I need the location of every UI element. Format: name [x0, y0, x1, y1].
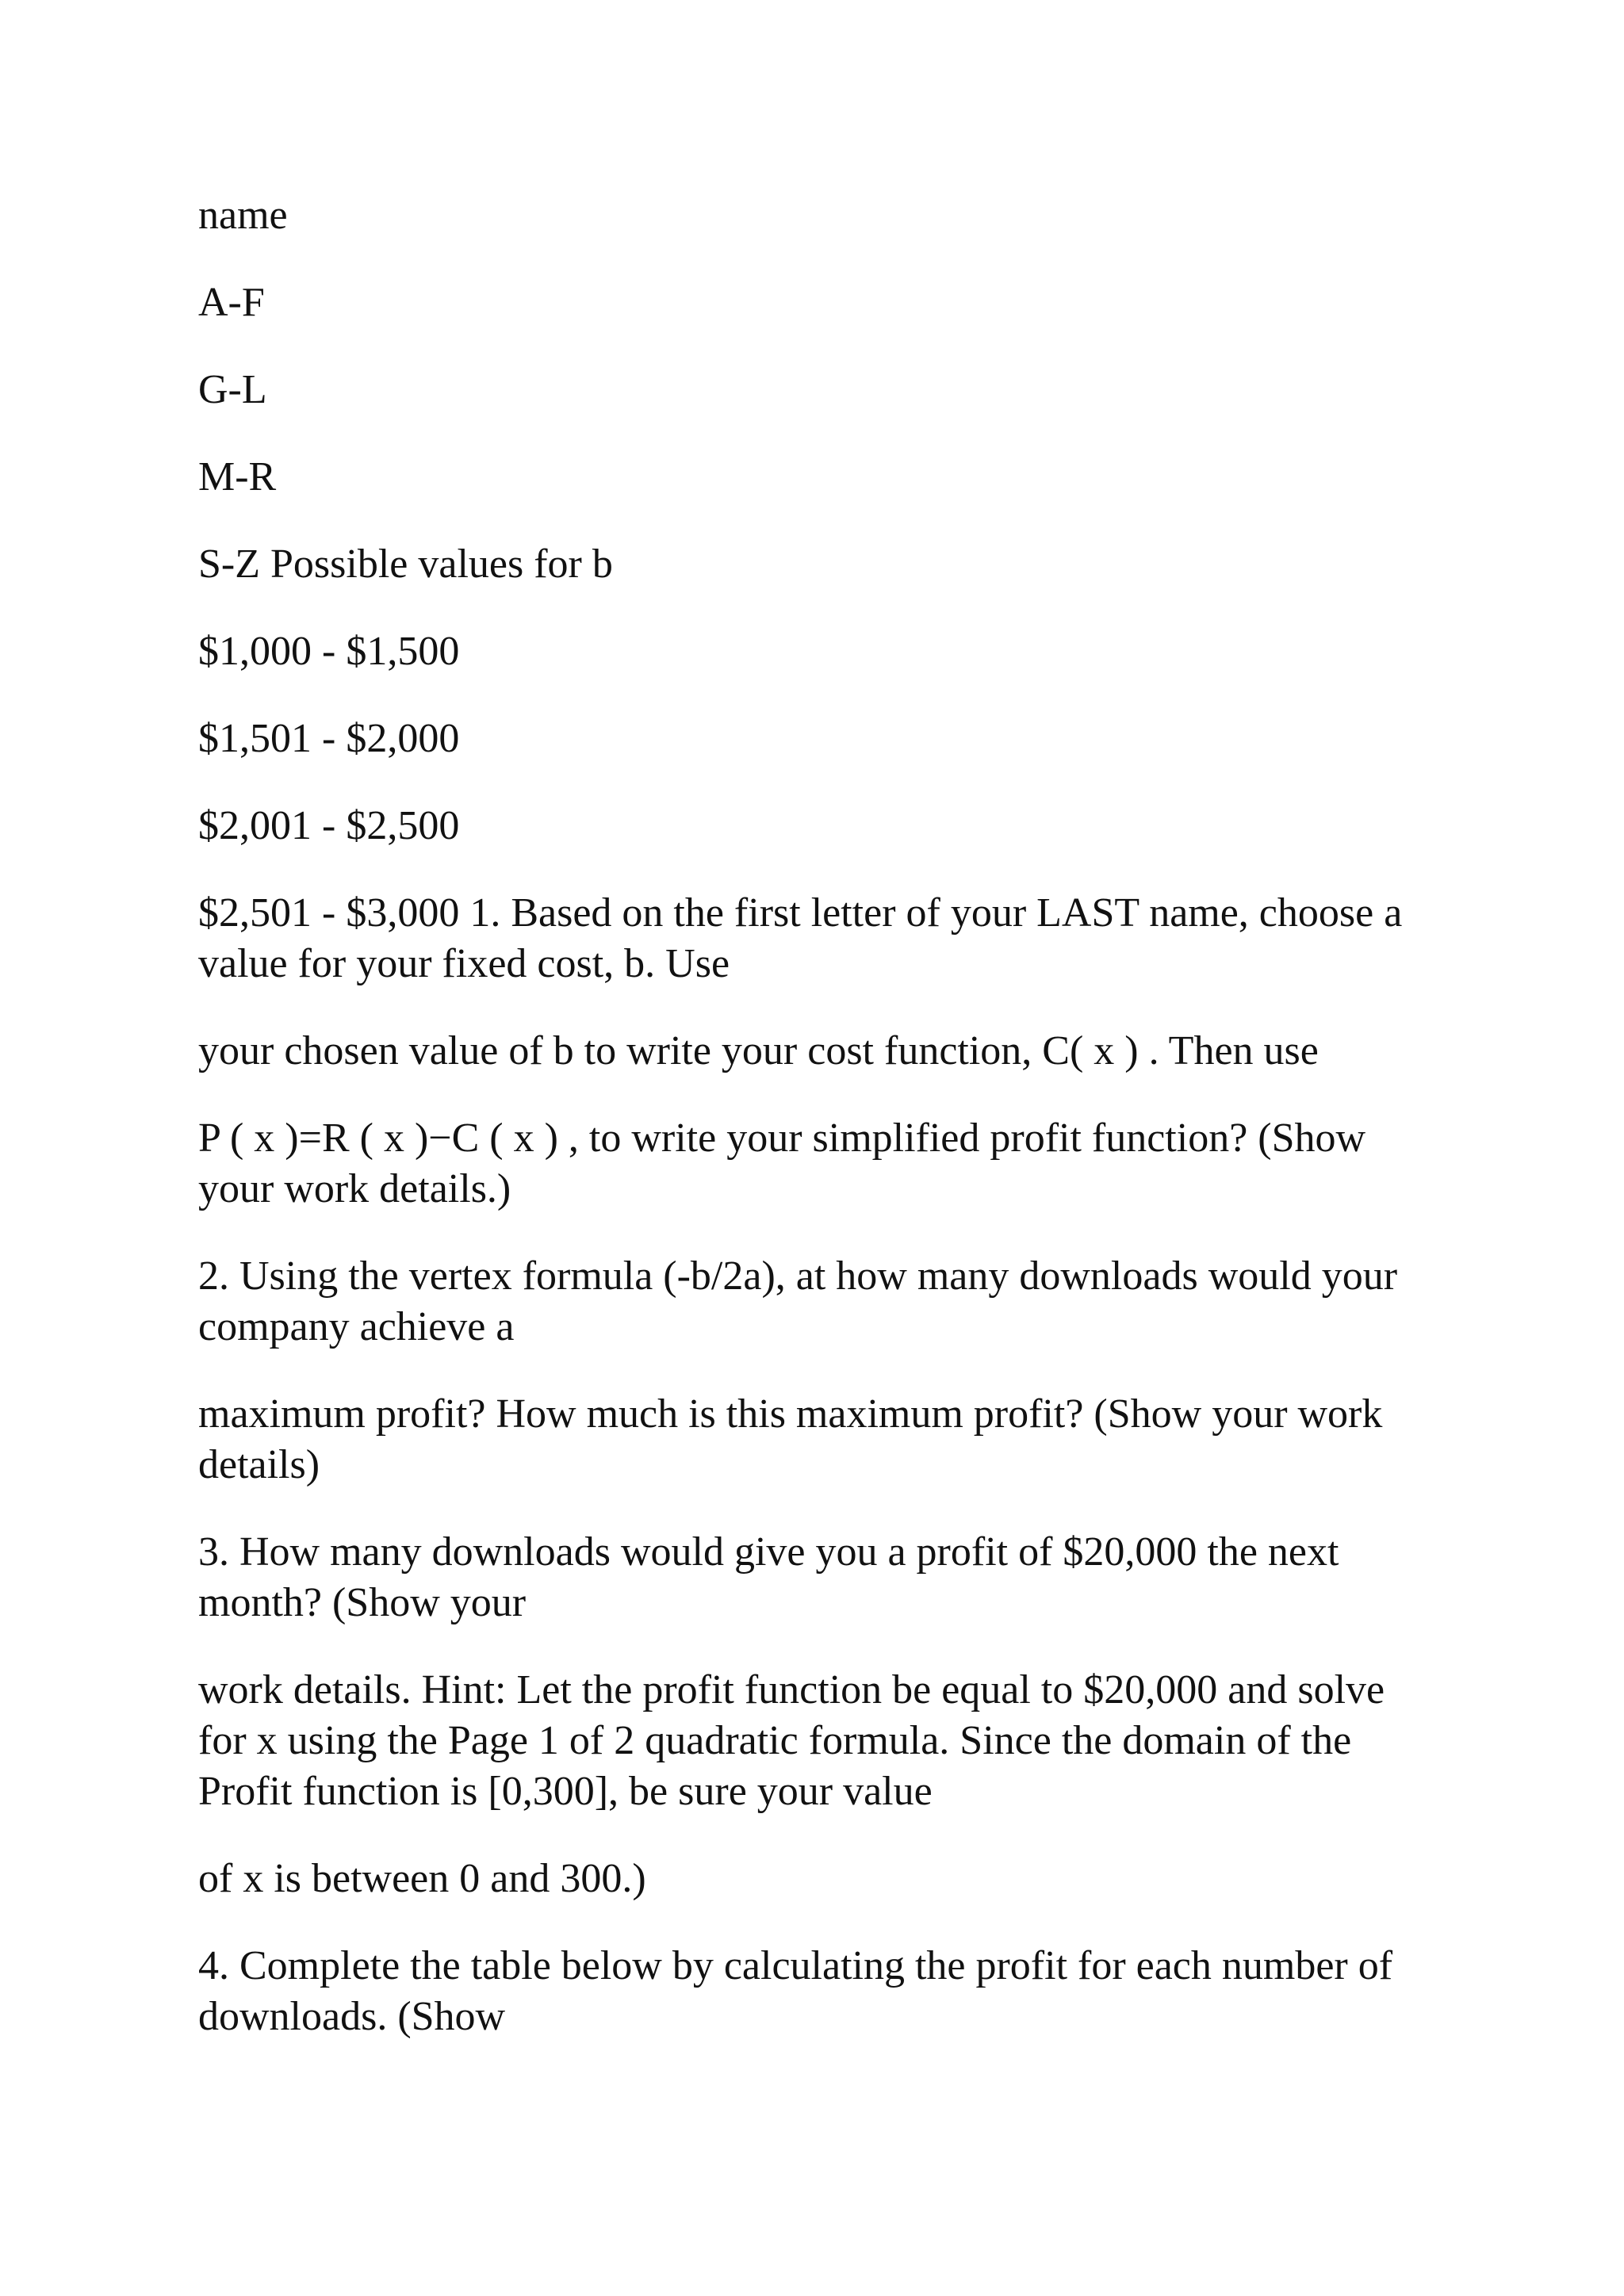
paragraph-question-1: $2,501 - $3,000 1. Based on the first letter of your LAST name, choose a value for your fixed cost, b. Use: [198, 890, 1403, 986]
paragraph-question-2: 2. Using the vertex formula (-b/2a), at how many downloads would your company achieve a: [198, 1253, 1398, 1349]
paragraph-question-4: 4. Complete the table below by calculating the profit for each number of downloads. (Show: [198, 1943, 1393, 2039]
paragraph-name-header: name: [198, 193, 288, 238]
paragraph-question-3: 3. How many downloads would give you a profit of $20,000 the next month? (Show your: [198, 1529, 1339, 1625]
paragraph-range-a-f: A-F: [198, 280, 265, 325]
paragraph-value-1: $1,000 - $1,500: [198, 629, 460, 674]
paragraph-question-3-hint: work details. Hint: Let the profit function be equal to $20,000 and solve for x using the Page 1 of 2 quadratic formula. Since the domain of the Profit function is [0,300], be sure your value: [198, 1667, 1385, 1814]
paragraph-question-1-profit: P ( x )=R ( x )−C ( x ) , to write your simplified profit function? (Show your work details.): [198, 1115, 1366, 1211]
paragraph-question-1-cont: your chosen value of b to write your cost function, C( x ) . Then use: [198, 1028, 1319, 1073]
paragraph-range-s-z: S-Z Possible values for b: [198, 541, 613, 587]
paragraph-question-3-cont: of x is between 0 and 300.): [198, 1856, 646, 1901]
document-body: [198, 190, 1435, 2079]
paragraph-value-3: $2,001 - $2,500: [198, 803, 460, 848]
paragraph-question-2-cont: maximum profit? How much is this maximum profit? (Show your work details): [198, 1391, 1383, 1487]
paragraph-range-g-l: G-L: [198, 367, 267, 412]
paragraph-range-m-r: M-R: [198, 454, 277, 499]
paragraph-value-2: $1,501 - $2,000: [198, 716, 460, 761]
